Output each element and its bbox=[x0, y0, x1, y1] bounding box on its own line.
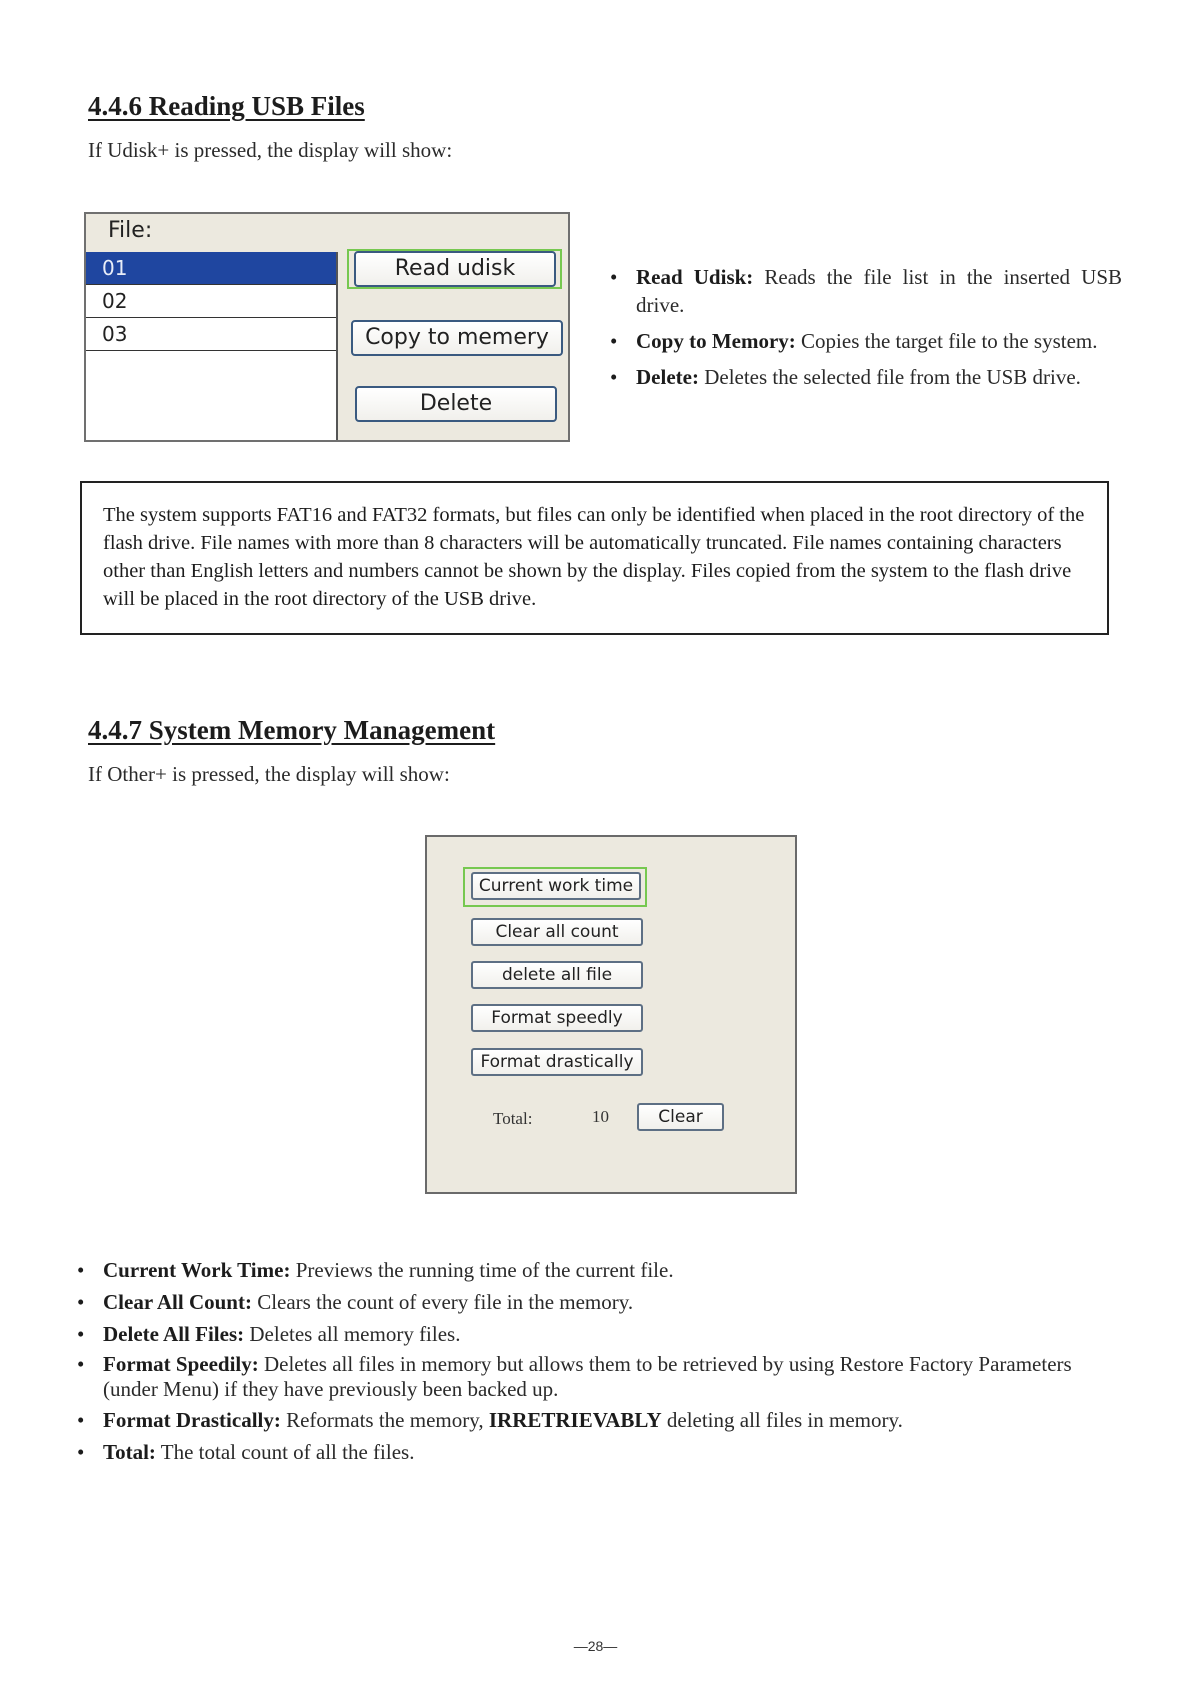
note-box bbox=[80, 481, 1109, 635]
bullet-emphasis: IRRETRIEVABLY bbox=[488, 1408, 662, 1432]
bullet-term: Copy to Memory: bbox=[636, 329, 796, 353]
bullet-text: Copies the target file to the system. bbox=[795, 329, 1098, 353]
read-udisk-button[interactable]: Read udisk bbox=[354, 251, 556, 287]
file-row[interactable]: 03 bbox=[86, 318, 336, 351]
bullet-term: Delete All Files: bbox=[103, 1322, 245, 1346]
list-item bbox=[103, 1256, 1113, 1284]
memory-bullet-list bbox=[103, 1256, 1113, 1466]
bullet-text: Deletes all memory files. bbox=[244, 1322, 461, 1346]
clear-all-count-button[interactable]: Clear all count bbox=[471, 918, 643, 946]
file-row[interactable]: 02 bbox=[86, 285, 336, 318]
bullet-text: Clears the count of every file in the memory. bbox=[251, 1290, 634, 1314]
usb-file-panel bbox=[84, 212, 570, 442]
bullet-text: Deletes the selected file from the USB drive. bbox=[698, 365, 1081, 389]
bullet-text: Reformats the memory, bbox=[280, 1408, 489, 1432]
file-list-label: File: bbox=[108, 218, 153, 243]
total-label: Total: bbox=[493, 1109, 533, 1128]
usb-section-heading: 4.4.6 Reading USB Files bbox=[88, 91, 365, 121]
total-value: 10 bbox=[592, 1107, 609, 1126]
bullet-term: Clear All Count: bbox=[103, 1290, 252, 1314]
bullet-term: Delete: bbox=[636, 365, 699, 389]
delete-all-file-button[interactable]: delete all file bbox=[471, 961, 643, 989]
list-item bbox=[103, 1406, 1113, 1434]
list-item bbox=[103, 1288, 1113, 1316]
list-item bbox=[636, 263, 1122, 319]
bullet-text: Deletes all files in memory but allows them to be retrieved by using Restore Factory Parameters (under Menu) if they have previously been backed up. bbox=[103, 1352, 1072, 1401]
list-item bbox=[636, 327, 1122, 355]
usb-bullet-list bbox=[636, 263, 1122, 391]
bullet-text: Reads the file list in the inserted USB drive. bbox=[636, 265, 1122, 317]
bullet-term: Read Udisk: bbox=[636, 265, 754, 289]
note-text: The system supports FAT16 and FAT32 formats, but files can only be identified when placed in the root directory of the flash drive. File names with more than 8 characters will be automatically truncated. File names containing characters other than English letters and numbers cannot be shown by the display. Files copied from the system to the flash drive will be placed in the root directory of the USB drive. bbox=[103, 504, 1085, 610]
memory-panel bbox=[425, 835, 797, 1194]
bullet-term: Format Speedily: bbox=[103, 1352, 259, 1376]
page-number: —28— bbox=[573, 1638, 618, 1654]
bullet-term: Current Work Time: bbox=[103, 1258, 291, 1282]
copy-to-memory-button[interactable]: Copy to memery bbox=[351, 320, 563, 356]
bullet-term: Total: bbox=[103, 1440, 156, 1464]
delete-button[interactable]: Delete bbox=[355, 386, 557, 422]
bullet-text: Previews the running time of the current file. bbox=[290, 1258, 674, 1282]
usb-section-intro: If Udisk+ is pressed, the display will show: bbox=[88, 138, 453, 162]
usb-file-list[interactable] bbox=[86, 252, 338, 440]
format-speedly-button[interactable]: Format speedly bbox=[471, 1004, 643, 1032]
memory-section-heading: 4.4.7 System Memory Management bbox=[88, 715, 496, 745]
list-item bbox=[103, 1438, 1113, 1466]
list-item bbox=[636, 363, 1122, 391]
bullet-term: Format Drastically: bbox=[103, 1408, 281, 1432]
list-item bbox=[103, 1320, 1113, 1348]
format-drastically-button[interactable]: Format drastically bbox=[471, 1048, 643, 1076]
memory-section-intro: If Other+ is pressed, the display will show: bbox=[88, 762, 450, 786]
clear-button[interactable]: Clear bbox=[637, 1103, 724, 1131]
current-work-time-button[interactable]: Current work time bbox=[471, 872, 641, 900]
bullet-text-tail: deleting all files in memory. bbox=[661, 1408, 903, 1432]
bullet-text: The total count of all the files. bbox=[155, 1440, 415, 1464]
file-row[interactable]: 01 bbox=[86, 252, 336, 285]
list-item bbox=[103, 1352, 1113, 1402]
